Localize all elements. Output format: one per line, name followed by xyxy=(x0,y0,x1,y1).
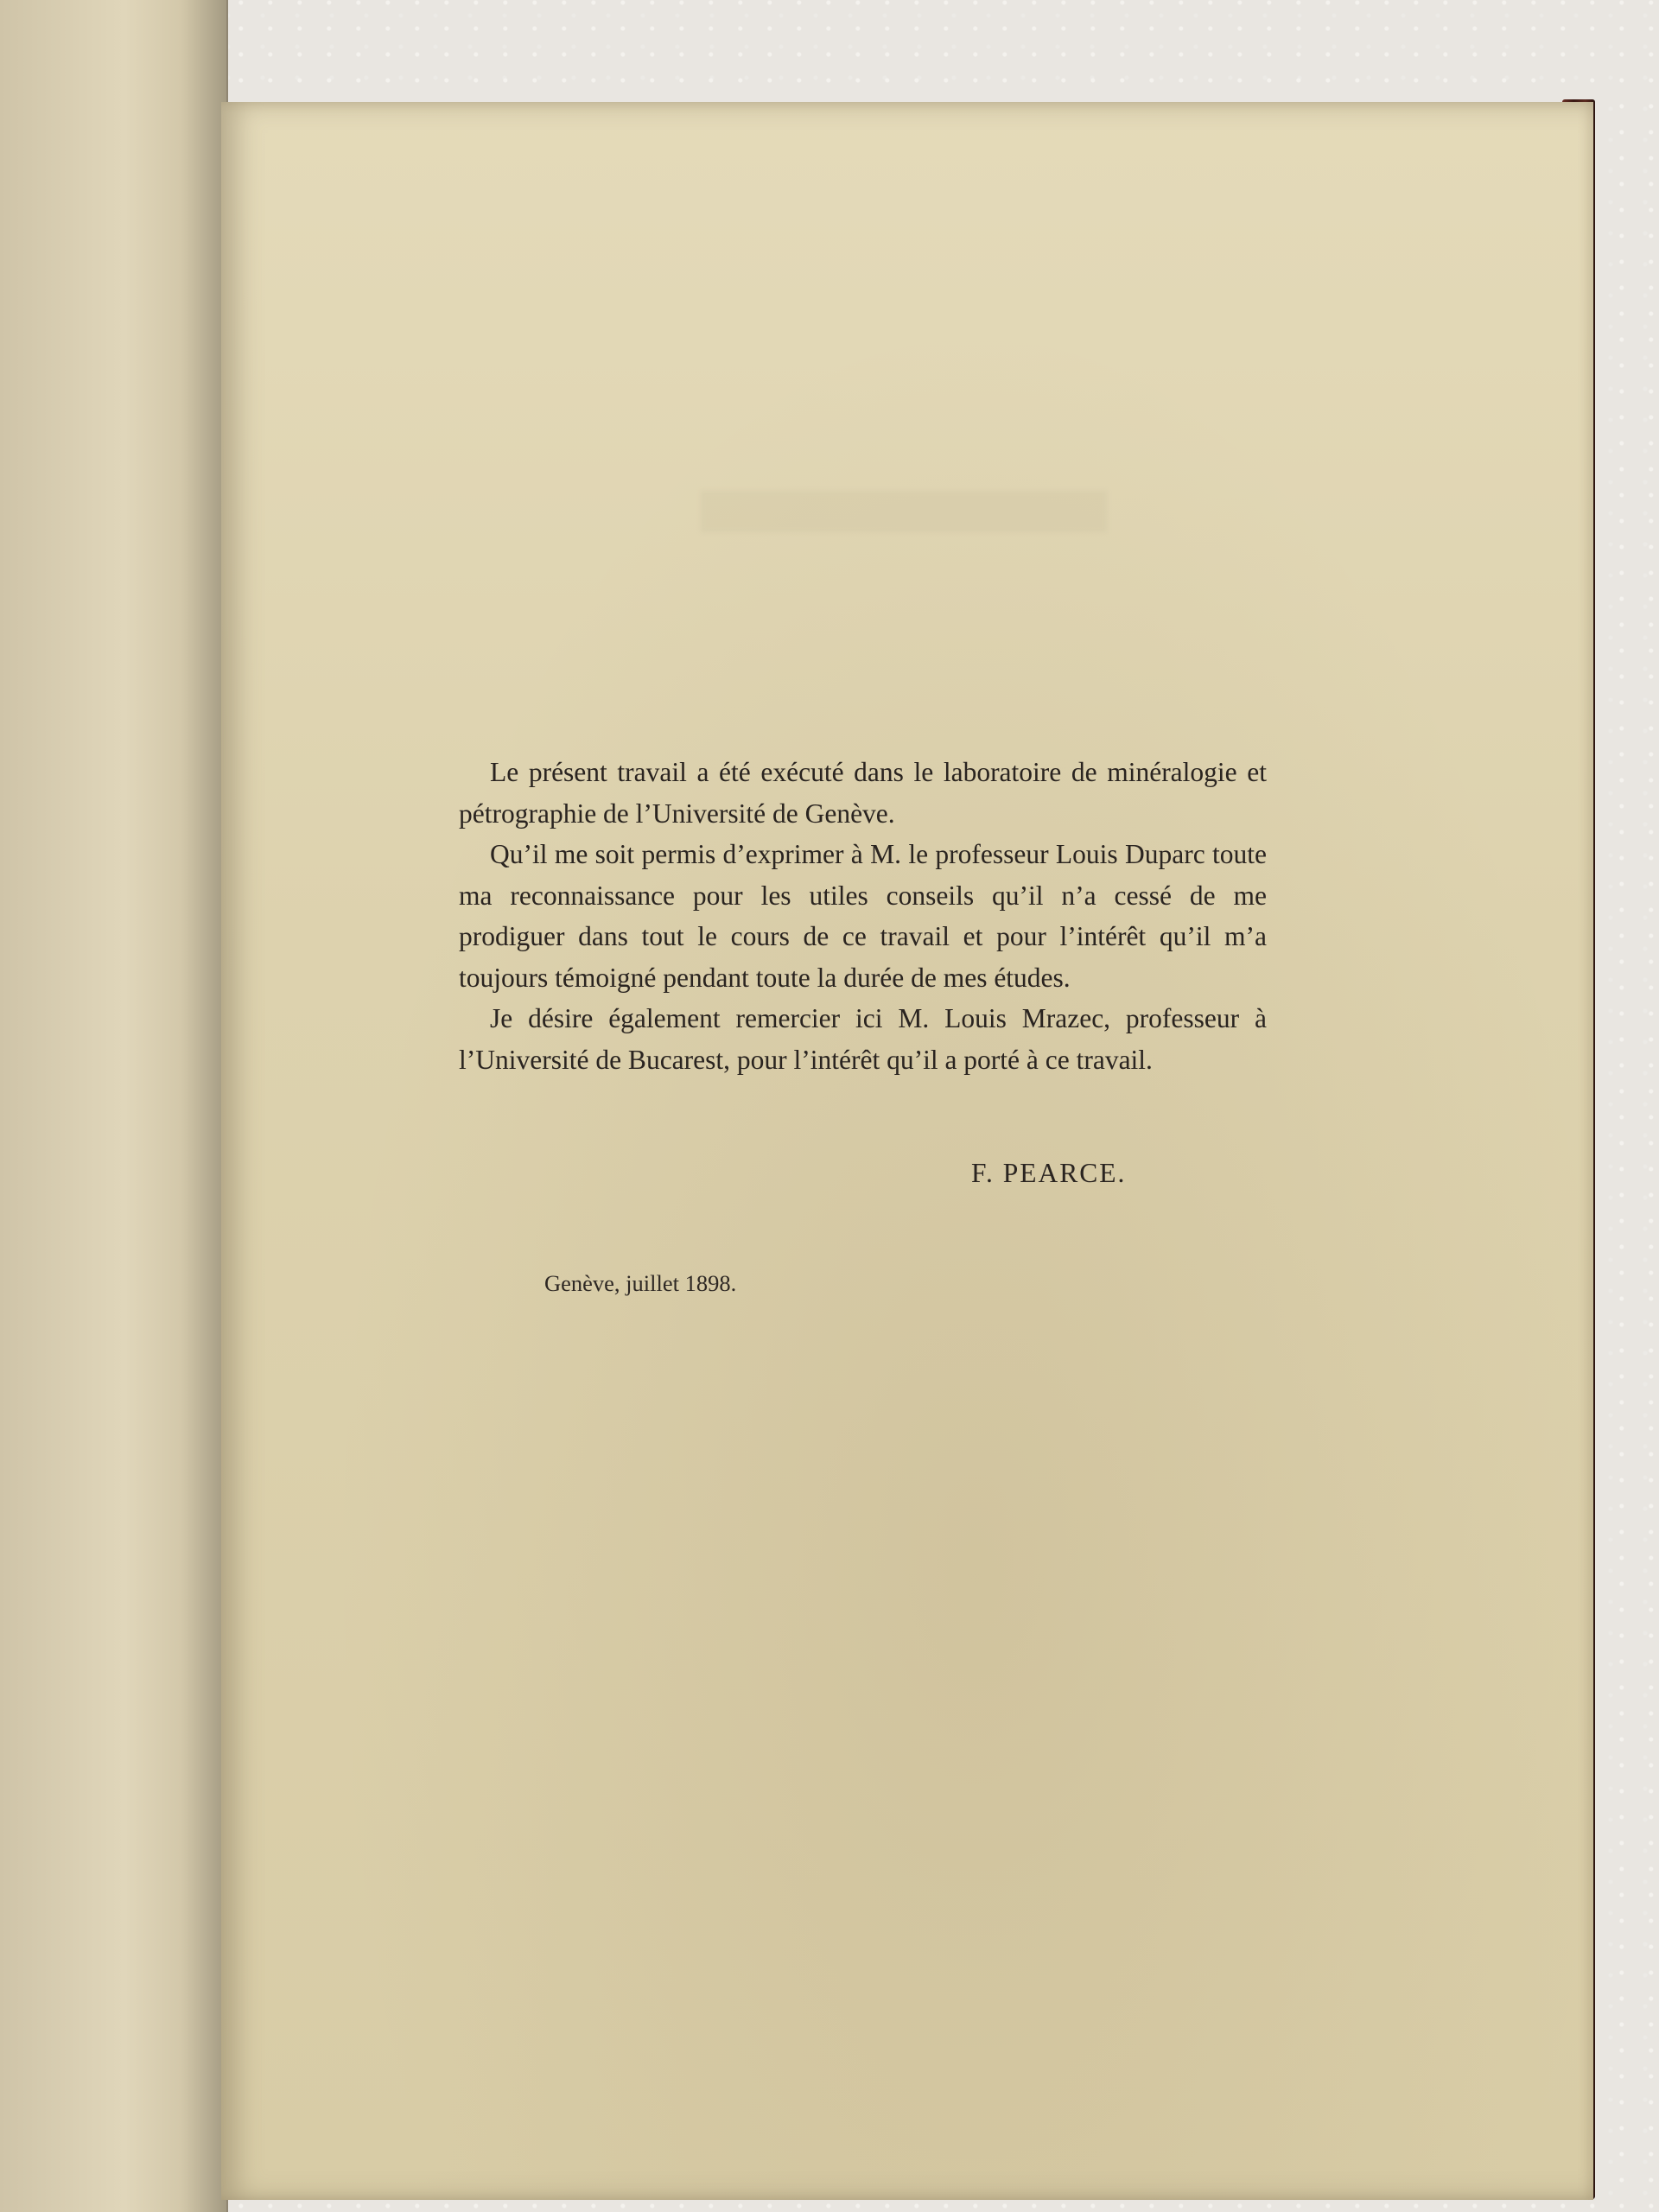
acknowledgement-text xyxy=(459,752,1267,1080)
author-signature: F. PEARCE. xyxy=(971,1158,1127,1188)
book-page xyxy=(221,102,1593,2200)
paragraph-3: Je désire également remercier ici M. Louis Mrazec, professeur à l’Université de Bucarest, pour l’intérêt qu’il a porté à ce travail. xyxy=(459,1003,1267,1075)
left-facing-page xyxy=(0,0,228,2212)
show-through-title xyxy=(701,491,1107,532)
place-date-line: Genève, juillet 1898. xyxy=(544,1270,737,1296)
paragraph-2: Qu’il me soit permis d’exprimer à M. le professeur Louis Duparc toute ma reconnaissance pour les utiles conseils qu’il n’a cessé de me prodiguer dans tout le cours de ce travail et pour l’intérêt qu’il m’a toujours témoigné pendant toute la durée de mes études. xyxy=(459,839,1267,993)
paragraph-1: Le présent travail a été exécuté dans le laboratoire de minéralogie et pétrographie de l’Université de Genève. xyxy=(459,757,1267,829)
